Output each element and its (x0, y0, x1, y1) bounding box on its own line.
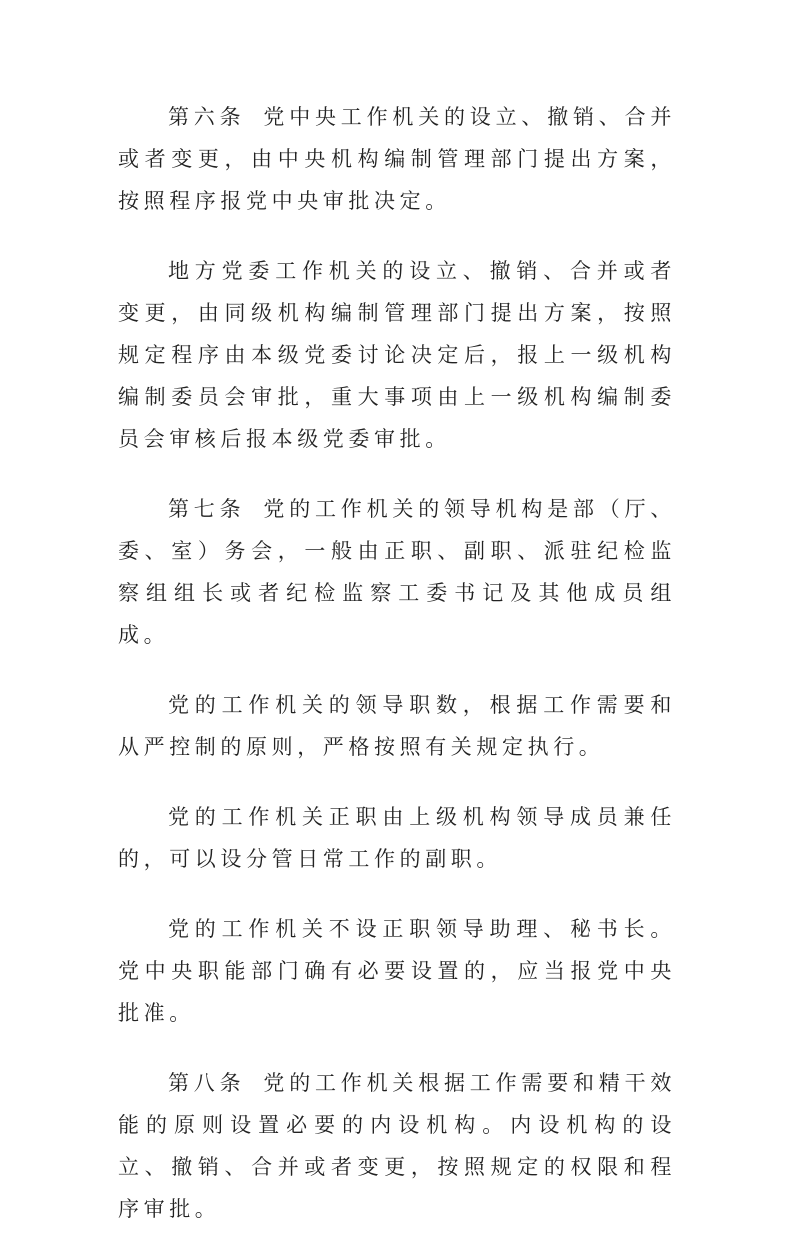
paragraph-text: 党的工作机关正职由上级机构领导成员兼任的，可以设分管日常工作的副职。 (118, 805, 676, 871)
paragraph-text: 党的工作机关的领导职数，根据工作需要和从严控制的原则，严格按照有关规定执行。 (118, 693, 676, 759)
article-6-paragraph (118, 96, 676, 222)
paragraph-text: 党中央工作机关的设立、撤销、合并或者变更，由中央机构编制管理部门提出方案，按照程序报党中央审批决定。 (118, 105, 676, 213)
article-label: 第八条 (168, 1071, 246, 1095)
paragraph-text: 党的工作机关不设正职领导助理、秘书长。党中央职能部门确有必要设置的，应当报党中央批准。 (118, 917, 676, 1025)
article-label: 第六条 (168, 105, 246, 129)
paragraph-text: 党的工作机关的领导机构是部（厅、委、室）务会，一般由正职、副职、派驻纪检监察组组长或者纪检监察工委书记及其他成员组成。 (118, 497, 676, 647)
article-8-paragraph (118, 1062, 676, 1230)
article-6-local-paragraph (118, 250, 676, 460)
leadership-count-paragraph (118, 684, 676, 768)
paragraph-text: 党的工作机关根据工作需要和精干效能的原则设置必要的内设机构。内设机构的设立、撤销、合并或者变更，按照规定的权限和程序审批。 (118, 1071, 676, 1221)
concurrent-head-paragraph (118, 796, 676, 880)
article-label: 第七条 (168, 497, 246, 521)
paragraph-text: 地方党委工作机关的设立、撤销、合并或者变更，由同级机构编制管理部门提出方案，按照规定程序由本级党委讨论决定后，报上一级机构编制委员会审批，重大事项由上一级机构编制委员会审核后报本级党委审批。 (118, 259, 676, 451)
article-7-paragraph (118, 488, 676, 656)
no-assistant-paragraph (118, 908, 676, 1034)
document-body (118, 96, 676, 1258)
